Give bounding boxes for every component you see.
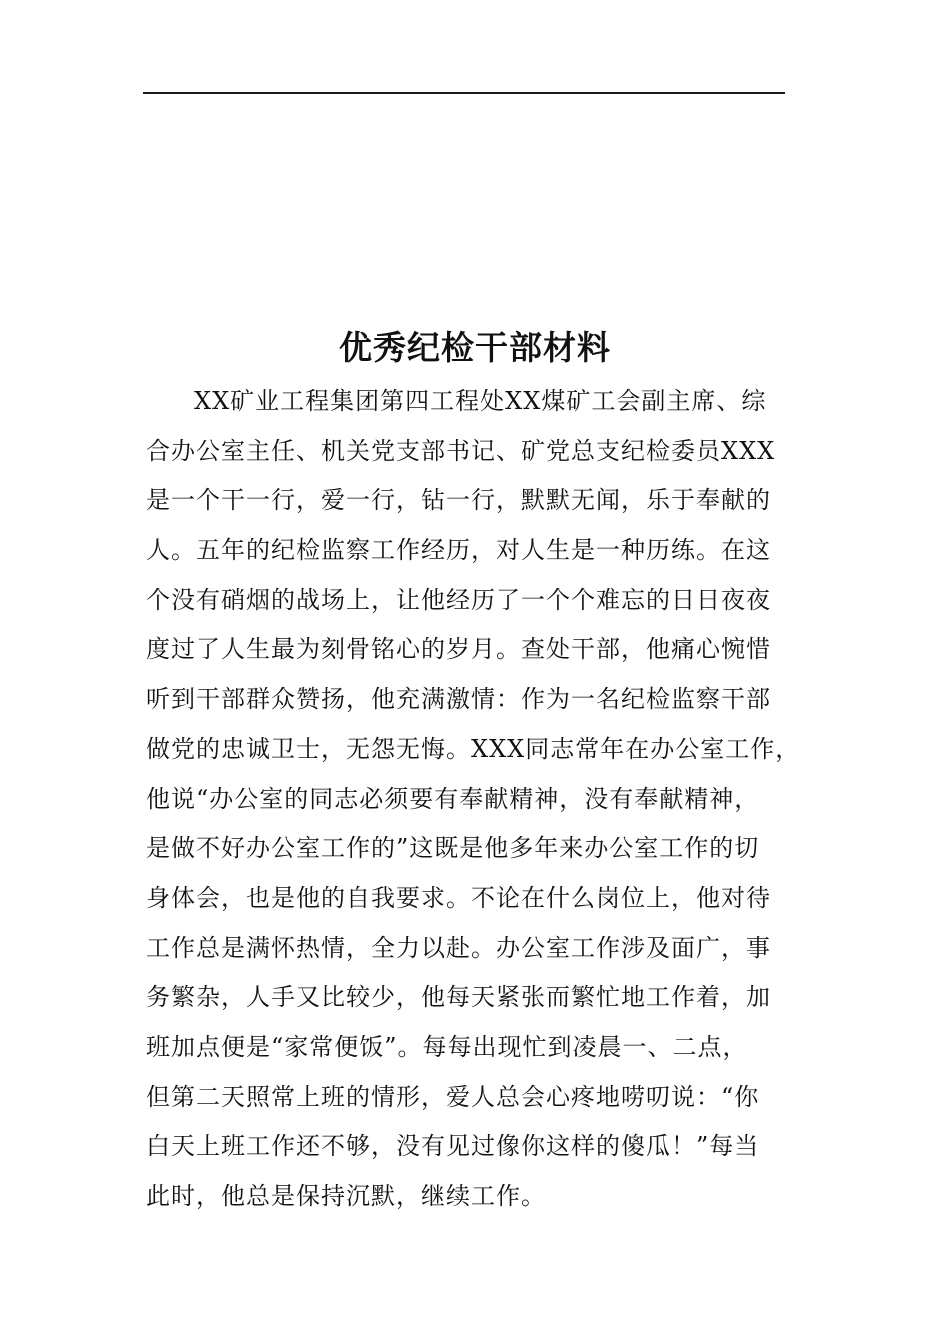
paragraph-line: 务繁杂，人手又比较少，他每天紧张而繁忙地工作着，加: [146, 983, 771, 1012]
paragraph-line: 此时，他总是保持沉默，继续工作。: [146, 1182, 546, 1210]
paragraph-line: 做党的忠诚卫士，无怨无悔。XXX同志常年在办公室工作，: [146, 734, 801, 763]
paragraph-line: 身体会，也是他的自我要求。不论在什么岗位上，他对待: [146, 883, 771, 912]
paragraph-line: 度过了人生最为刻骨铭心的岁月。查处干部，他痛心惋惜: [146, 635, 771, 664]
header-rule: [143, 92, 785, 94]
paragraph-line: 合办公室主任、机关党支部书记、矿党总支纪检委员XXX: [146, 436, 776, 465]
paragraph-line: 听到干部群众赞扬，他充满激情：作为一名纪检监察干部: [146, 685, 771, 714]
paragraph-line: 工作总是满怀热情，全力以赴。办公室工作涉及面广，事: [146, 933, 771, 962]
body-paragraph: [146, 377, 811, 1222]
paragraph-line: 但第二天照常上班的情形，爱人总会心疼地唠叨说：“你: [146, 1082, 760, 1111]
paragraph-line: 个没有硝烟的战场上，让他经历了一个个难忘的日日夜夜: [146, 585, 771, 614]
paragraph-line: XX矿业工程集团第四工程处XX煤矿工会副主席、综: [194, 387, 767, 415]
paragraph-line: 白天上班工作还不够，没有见过像你这样的傻瓜！”每当: [146, 1132, 760, 1161]
paragraph-line: 他说“办公室的同志必须要有奉献精神，没有奉献精神，: [146, 784, 760, 813]
paragraph-line: 是一个干一行，爱一行，钻一行，默默无闻，乐于奉献的: [146, 486, 771, 515]
paragraph-line: 是做不好办公室工作的”这既是他多年来办公室工作的切: [146, 834, 760, 863]
paragraph-line: 班加点便是“家常便饭”。每每出现忙到凌晨一、二点，: [146, 1032, 748, 1061]
paragraph-line: 人。五年的纪检监察工作经历，对人生是一种历练。在这: [146, 536, 771, 565]
document-title: 优秀纪检干部材料: [339, 328, 611, 367]
